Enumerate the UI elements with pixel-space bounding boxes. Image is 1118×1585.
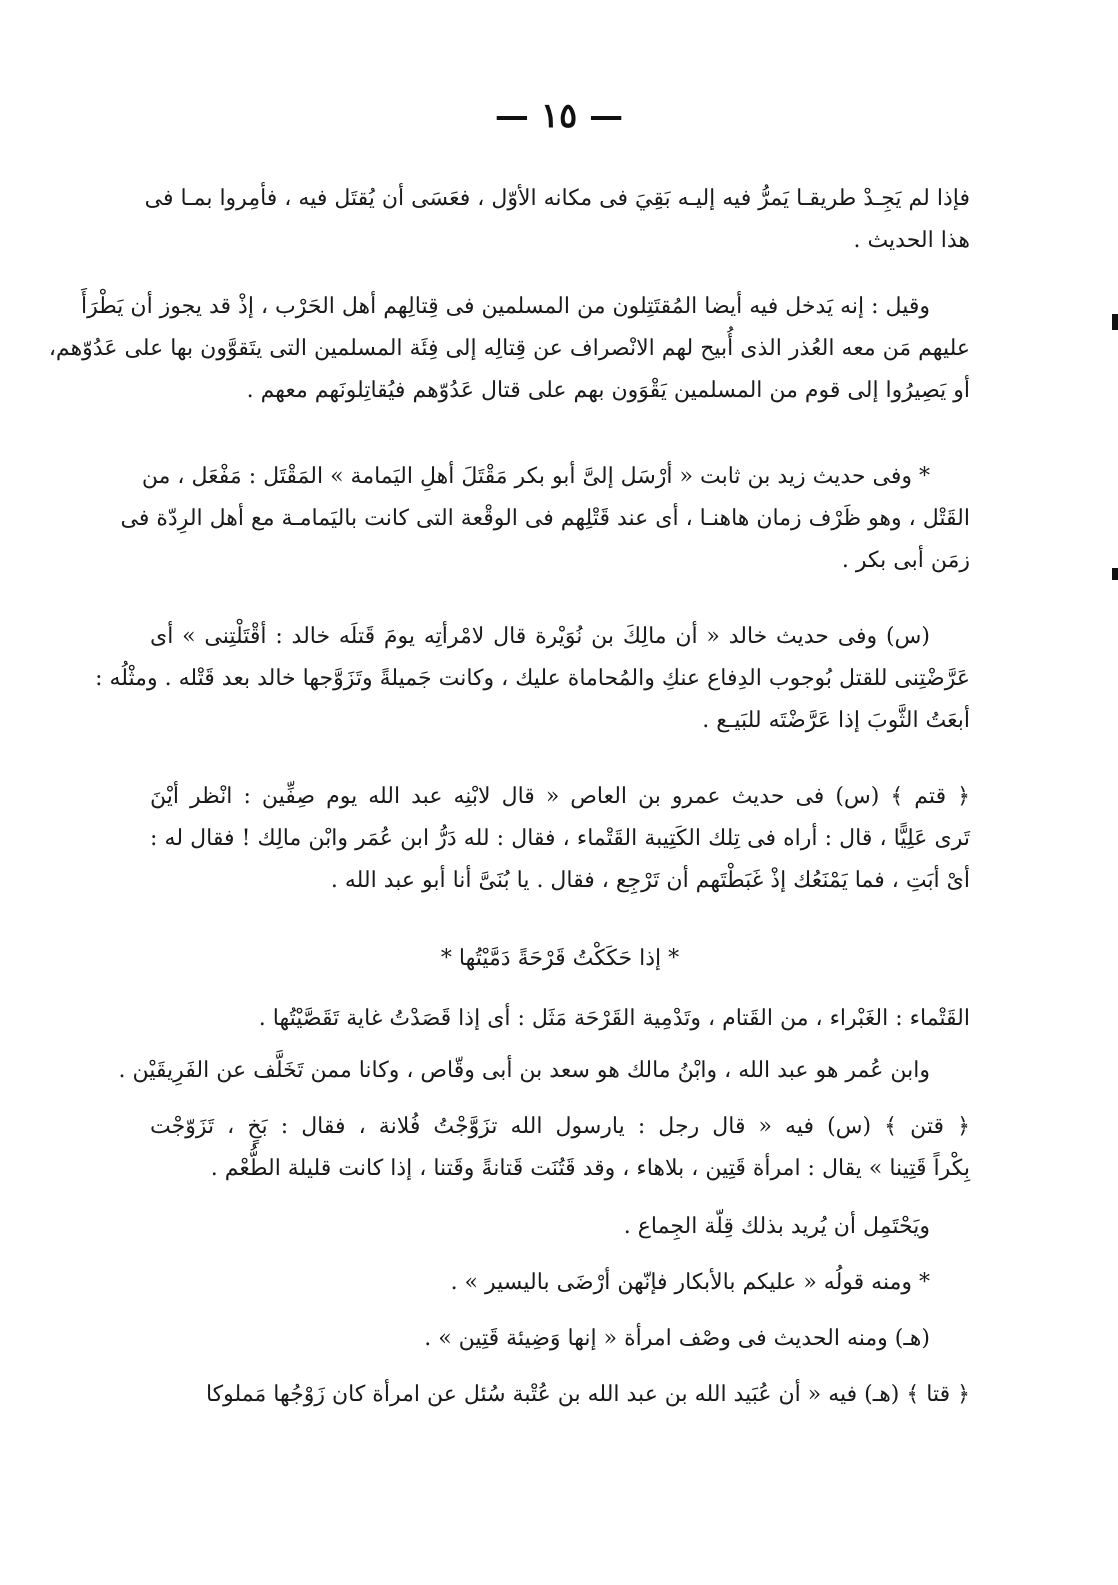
paragraph xyxy=(150,998,970,1040)
text-line: عَرَّضْتِنى للقتل بُوجوب الدِفاع عنكِ والمُحاماة عليك ، وكانت جَميلةً وتَزَوَّجها خالد بعد قَتْله . ومثْلُه : xyxy=(95,666,970,691)
paragraph xyxy=(150,776,970,902)
text-line: أىْ أبَتِ ، فما يَمْنَعُك إذْ غَبَطْتَهم أن تَرْجِع ، فقال . يا بُنَىَّ أنا أبو عبد الله . xyxy=(330,868,970,893)
paragraph xyxy=(48,286,970,412)
paragraph xyxy=(150,1106,970,1190)
text-line: القَتْل ، وهو ظَرْف زمان هاهنـا ، أى عند قَتْلِهم فى الوقْعة التى كانت باليَمامـة مع أهل الرِدّة فى xyxy=(120,506,970,531)
paragraph xyxy=(150,1318,970,1360)
paragraph xyxy=(120,456,970,582)
verse xyxy=(150,938,970,980)
text-line: زمَن أبى بكر . xyxy=(841,548,970,573)
text-line: (س) وفى حديث خالد « أن مالِكَ بن نُوَيْرة قال لامْرأتِه يومَ قَتلَه خالد : أقْتَلْتِنى » أى xyxy=(150,624,930,649)
scan-margin-mark xyxy=(1112,314,1118,330)
text-line: أبعَتُ الثَّوبَ إذا عَرَّضْتَه للبَيـع . xyxy=(702,708,970,733)
text-line: * ومنه قولُه « عليكم بالأبكار فإنّهن أرْضَى باليسير » . xyxy=(450,1270,930,1295)
text-line: القَتْماء : الغَبْراء ، من القَتام ، وتَدْمِية القَرْحَة مَثَل : أى إذا قَصَدْتُ غاية تَقَصَّيْتُها . xyxy=(258,1006,970,1031)
text-line: عليهم مَن معه العُذر الذى أُبيح لهم الانْصراف عن قِتالِه إلى فِئَة المسلمين التى يتَقوَّون بها على عَدُوّهم، xyxy=(48,336,970,361)
paragraph xyxy=(150,1374,970,1416)
text-line: تَرى عَلِيًّا ، قال : أراه فى تِلك الكَتِيبة القَتْماء ، فقال : لله دَرُّ ابن عُمَر وابْن مالِك ! فقال له : xyxy=(150,826,970,851)
verse-line: * إذا حَكَكْتُ قَرْحَةً دَمَّيْتُها * xyxy=(440,946,680,971)
text-line: فإذا لم يَجِـدْ طريقـا يَمرُّ فيه إليـه بَقِيَ فى مكانه الأوّل ، فعَسَى أن يُقتَل فيه ، فأمِروا بمـا فى xyxy=(144,186,970,211)
paragraph xyxy=(118,1050,970,1092)
text-line: (هـ) ومنه الحديث فى وصْف امرأة « إنها وَضِيئة قَتِين » . xyxy=(424,1326,930,1351)
paragraph xyxy=(144,178,970,262)
text-line: ﴿ قتن ﴾ (س) فيه « قال رجل : يارسول الله تزَوَّجْتُ فُلانة ، فقال : بَخٍ ، تَزَوّجْت xyxy=(150,1114,970,1139)
text-line: ويَحْتَمِل أن يُريد بذلك قِلّة الجِماع . xyxy=(623,1214,930,1239)
text-line: هذا الحديث . xyxy=(853,228,970,253)
text-line: وقيل : إنه يَدخل فيه أيضا المُقتَتِلون من المسلمين فى قِتالِهم أهل الحَرْب ، إذْ قد يجوز أن يَطْرَأَ xyxy=(81,294,930,319)
scan-margin-mark xyxy=(1112,568,1118,580)
text-line: ﴿ قتا ﴾ (هـ) فيه « أن عُبَيد الله بن عبد الله بن عُتْبة سُئل عن امرأة كان زَوْجُها مَملوكا xyxy=(205,1382,970,1407)
paragraph xyxy=(150,1262,970,1304)
text-line: أو يَصِيرُوا إلى قوم من المسلمين يَقْوَون بهم على قتال عَدُوّهم فيُقاتِلونَهم معهم . xyxy=(246,378,970,403)
paragraph xyxy=(95,616,970,742)
paragraph xyxy=(150,1206,970,1248)
text-line: وابن عُمر هو عبد الله ، وابْنُ مالك هو سعد بن أبى وقّاص ، وكانا ممن تَخَلَّف عن الفَرِيقَيْن . xyxy=(118,1058,930,1083)
page-number: — ١٥ — xyxy=(494,96,624,136)
text-line: * وفى حديث زيد بن ثابت « أرْسَل إلىَّ أبو بكر مَقْتَلَ أهلِ اليَمامة » المَقْتَل : مَفْعَل ، من xyxy=(141,464,930,489)
text-line: بِكْراً قَتِينا » يقال : امرأة قَتِين ، بلاهاء ، وقد قَتُنَت قَتانةً وقَتنا ، إذا كانت قليلة الطُّعْم . xyxy=(210,1156,970,1181)
text-line: ﴿ قتم ﴾ (س) فى حديث عمرو بن العاص « قال لابْنِه عبد الله يوم صِفِّين : انْظر أيْنَ xyxy=(150,784,970,809)
